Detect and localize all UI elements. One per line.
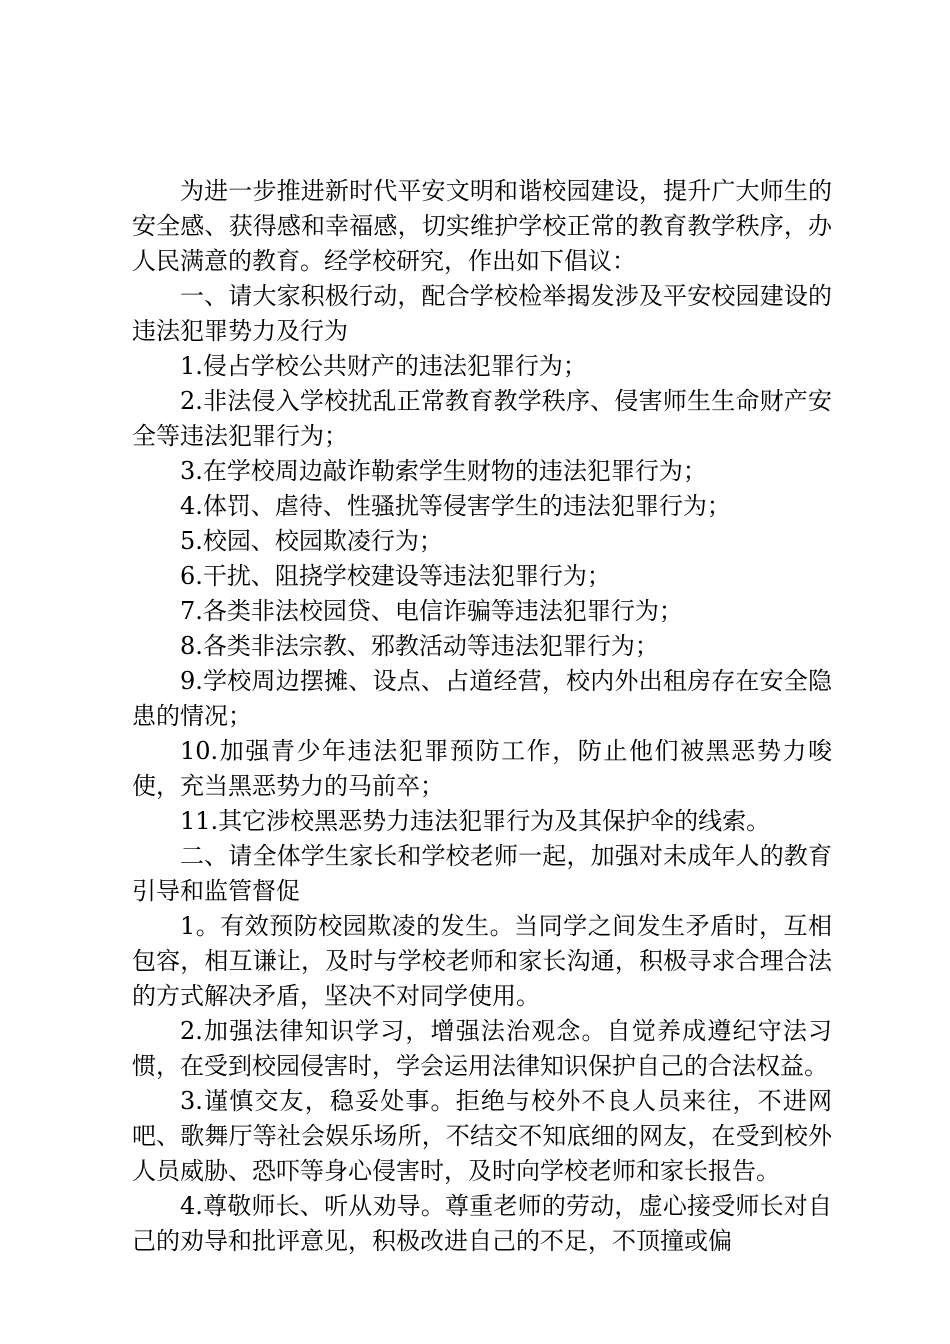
intro-paragraph: 为进一步推进新时代平安文明和谐校园建设，提升广大师生的安全感、获得感和幸福感，切实维护学校正常的教育教学秩序，办人民满意的教育。经学校研究，作出如下倡议： xyxy=(132,177,832,275)
list-item: 4.体罚、虐待、性骚扰等侵害学生的违法犯罪行为； xyxy=(180,492,731,520)
list-item: 1.侵占学校公共财产的违法犯罪行为； xyxy=(180,352,587,380)
section-heading-1: 一、请大家积极行动，配合学校检举揭发涉及平安校园建设的违法犯罪势力及行为 xyxy=(132,282,832,345)
list-item: 8.各类非法宗教、邪教活动等违法犯罪行为； xyxy=(180,632,659,660)
list-item: 4.尊敬师长、听从劝导。尊重老师的劳动，虚心接受师长对自己的劝导和批评意见，积极改进自己的不足，不顶撞或偏 xyxy=(132,1192,832,1255)
list-item: 7.各类非法校园贷、电信诈骗等违法犯罪行为； xyxy=(180,597,683,625)
document-page xyxy=(132,174,832,1259)
section-heading-2: 二、请全体学生家长和学校老师一起，加强对未成年人的教育引导和监管督促 xyxy=(132,842,832,905)
list-item: 3.谨慎交友，稳妥处事。拒绝与校外不良人员来往，不进网吧、歌舞厅等社会娱乐场所，不结交不知底细的网友，在受到校外人员威胁、恐吓等身心侵害时，及时向学校老师和家长报告。 xyxy=(132,1087,832,1185)
list-item: 1。有效预防校园欺凌的发生。当同学之间发生矛盾时，互相包容，相互谦让，及时与学校老师和家长沟通，积极寻求合理合法的方式解决矛盾，坚决不对同学使用。 xyxy=(132,912,832,1010)
list-item: 3.在学校周边敲诈勒索学生财物的违法犯罪行为； xyxy=(180,457,707,485)
list-item: 5.校园、校园欺凌行为； xyxy=(180,527,443,555)
list-item: 11.其它涉校黑恶势力违法犯罪行为及其保护伞的线索。 xyxy=(180,807,771,835)
list-item: 2.非法侵入学校扰乱正常教育教学秩序、侵害师生生命财产安全等违法犯罪行为； xyxy=(132,387,832,450)
list-item: 2.加强法律知识学习，增强法治观念。自觉养成遵纪守法习惯，在受到校园侵害时，学会运用法律知识保护自己的合法权益。 xyxy=(132,1017,832,1080)
list-item: 9.学校周边摆摊、设点、占道经营，校内外出租房存在安全隐患的情况； xyxy=(132,667,832,730)
list-item: 10.加强青少年违法犯罪预防工作，防止他们被黑恶势力唆使，充当黑恶势力的马前卒； xyxy=(132,737,832,800)
list-item: 6.干扰、阻挠学校建设等违法犯罪行为； xyxy=(180,562,611,590)
